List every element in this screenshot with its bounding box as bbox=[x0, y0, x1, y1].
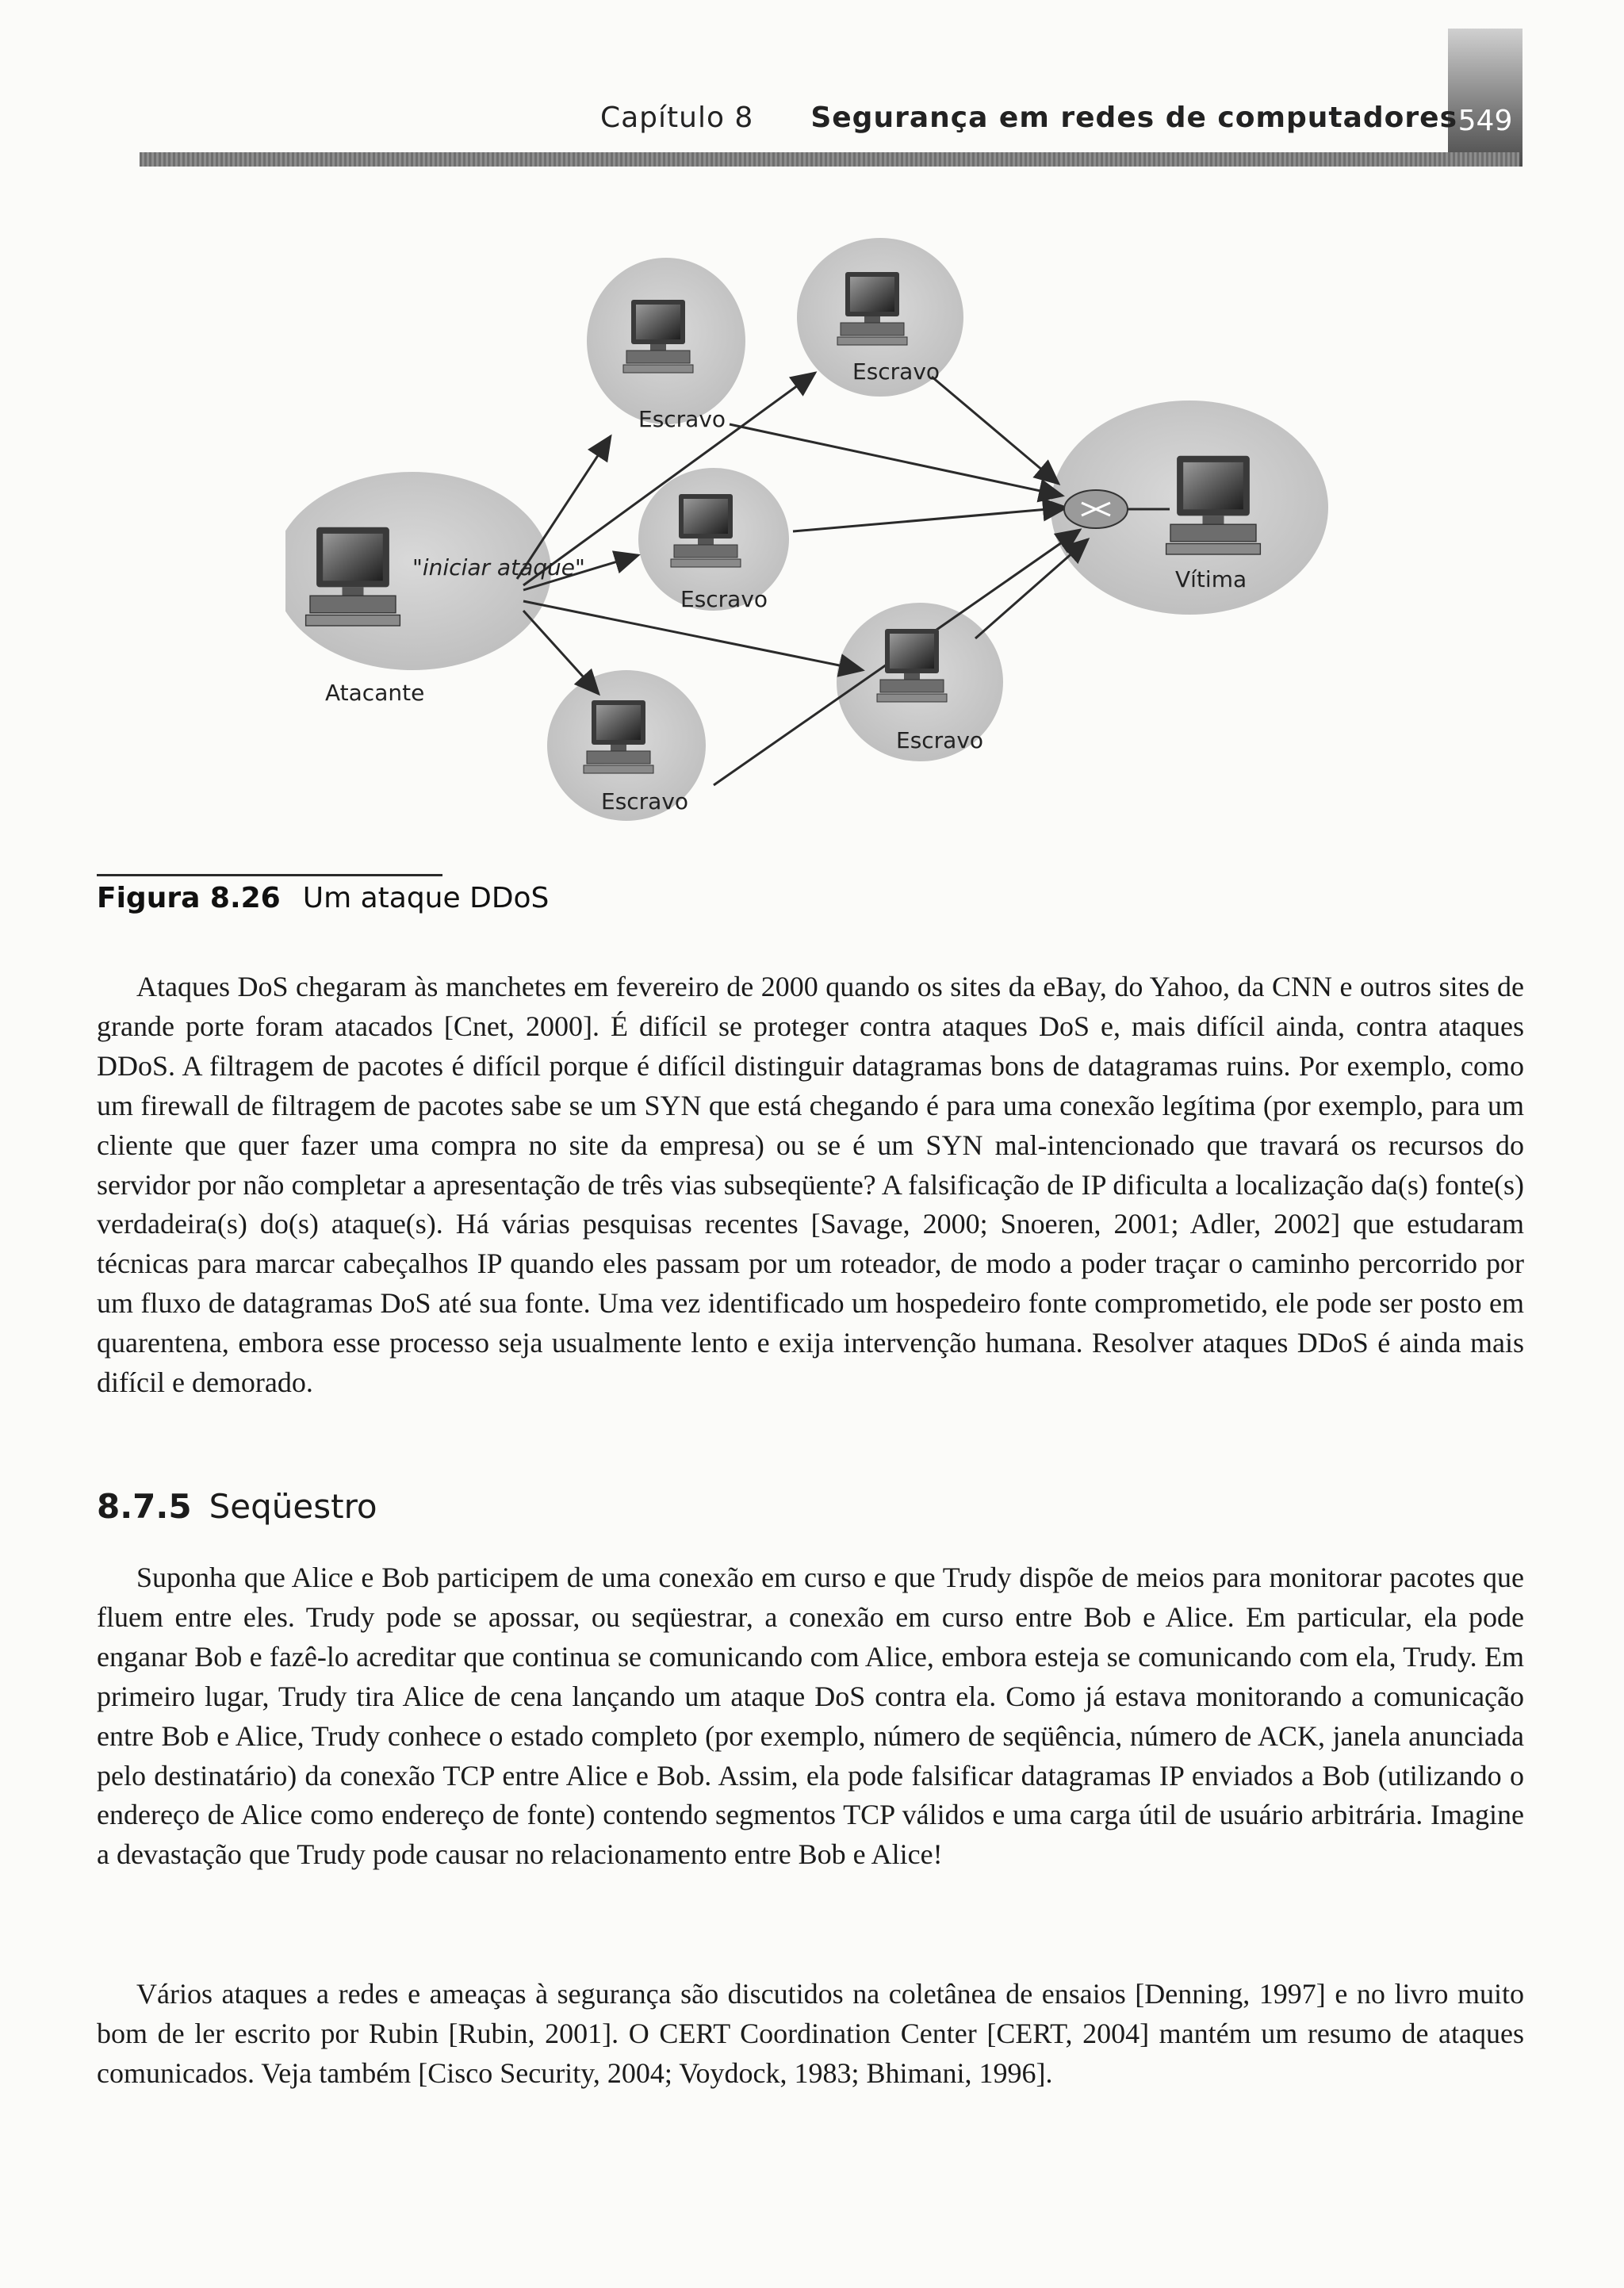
flood-arrow-3 bbox=[793, 508, 1067, 531]
command-arrow-5 bbox=[523, 611, 599, 694]
victim-computer-icon bbox=[1166, 456, 1261, 554]
page-number: 549 bbox=[1457, 105, 1513, 137]
section-number: 8.7.5 bbox=[97, 1487, 192, 1526]
slave-computer-icon-3 bbox=[671, 494, 741, 567]
section-title: Seqüestro bbox=[209, 1487, 377, 1526]
slave-label-1: Escravo bbox=[638, 406, 726, 432]
slave-label-4: Escravo bbox=[896, 727, 984, 753]
router-icon bbox=[1064, 490, 1128, 528]
slave-computer-icon-5 bbox=[584, 700, 653, 773]
paragraph-further-reading: Vários ataques a redes e ameaças à segurança são discutidos na coletânea de ensaios [Denning, 1997] e no livro muito bom de ler escrito por Rubin [Rubin, 2001]. O CERT Coordination Center [CERT, 2004] mantém um resumo de ataques comunicados. Veja também [Cisco Security, 2004; Voydock, 1983; Bhimani, 1996]. bbox=[97, 1978, 1524, 2089]
flood-arrow-1 bbox=[730, 424, 1063, 496]
victim-label: Vítima bbox=[1175, 566, 1247, 592]
paragraph-hijacking: Suponha que Alice e Bob participem de uma conexão em curso e que Trudy dispõe de meios para monitorar pacotes que fluem entre eles. Trudy pode se apossar, ou seqüestrar, a conexão em curso entre Bob e Alice. Em particular, ela pode enganar Bob e fazê-lo acreditar que continua se comunicando com Alice, embora esteja se comunicando com ela, Trudy. Em primeiro lugar, Trudy tira Alice de cena lançando um ataque DoS contra ela. Como já estava monitorando a comunicação entre Bob e Alice, Trudy conhece o estado completo (por exemplo, número de seqüência, número de ACK, janela anunciada pelo destinatário) da conexão TCP entre Alice e Bob. Assim, ela pode falsificar datagramas IP enviados a Bob (utilizando o endereço de Alice como endereço de fonte) contendo segmentos TCP válidos e uma carga útil de usuário arbitrária. Imagine a devastação que Trudy pode causar no relacionamento entre Bob e Alice! bbox=[97, 1562, 1524, 1871]
header-rule bbox=[140, 152, 1519, 167]
chapter-label: Capítulo 8 bbox=[599, 102, 754, 134]
slave-label-2: Escravo bbox=[852, 358, 940, 385]
slave-computer-icon-4 bbox=[877, 629, 947, 702]
slave-computer-icon-2 bbox=[837, 272, 907, 345]
page-number-tab bbox=[1448, 29, 1522, 167]
slave-computer-icon-1 bbox=[623, 300, 693, 373]
attacker-computer-icon bbox=[306, 527, 400, 626]
running-header bbox=[600, 102, 1457, 134]
flood-arrow-4 bbox=[975, 539, 1088, 638]
chapter-title: Segurança em redes de computadores bbox=[810, 102, 1457, 134]
command-label: "iniciar ataque" bbox=[412, 554, 585, 581]
paragraph-ddos: Ataques DoS chegaram às manchetes em fevereiro de 2000 quando os sites da eBay, do Yahoo, da CNN e outros sites de grande porte foram atacados [Cnet, 2000]. É difícil se proteger contra ataques DoS e, mais difícil ainda, contra ataques DDoS. A filtragem de pacotes é difícil porque é difícil distinguir datagramas bons de datagramas ruins. Por exemplo, como um firewall de filtragem de pacotes sabe se um SYN que está chegando é para uma conexão legítima (por exemplo, para um cliente que quer fazer uma compra no site da empresa) ou se é um SYN mal-intencionado que travará os recursos do servidor por não completar a apresentação de três vias subseqüente? A falsificação de IP dificulta a localização da(s) fonte(s) verdadeira(s) do(s) ataque(s). Há várias pesquisas recentes [Savage, 2000; Snoeren, 2001; Adler, 2002] que estudaram técnicas para marcar cabeçalhos IP quando eles passam por um roteador, de modo a poder traçar o caminho percorrido por um fluxo de datagramas DoS até sua fonte. Uma vez identificado um hospedeiro fonte comprometido, ele pode ser posto em quarentena, embora esse processo seja usualmente lento e exija intervenção humana. Resolver ataques DDoS é ainda mais difícil e demorado. bbox=[97, 971, 1524, 1399]
figure-title: Um ataque DDoS bbox=[302, 882, 550, 914]
figure-number: Figura 8.26 bbox=[97, 882, 281, 914]
section-heading bbox=[97, 1487, 377, 1526]
ddos-diagram bbox=[285, 238, 1332, 841]
slave-label-3: Escravo bbox=[680, 586, 768, 612]
attacker-label: Atacante bbox=[325, 680, 425, 706]
flood-arrow-2 bbox=[932, 377, 1059, 484]
figure-caption bbox=[97, 882, 549, 914]
slave-label-5: Escravo bbox=[601, 788, 689, 814]
caption-rule bbox=[97, 874, 442, 876]
